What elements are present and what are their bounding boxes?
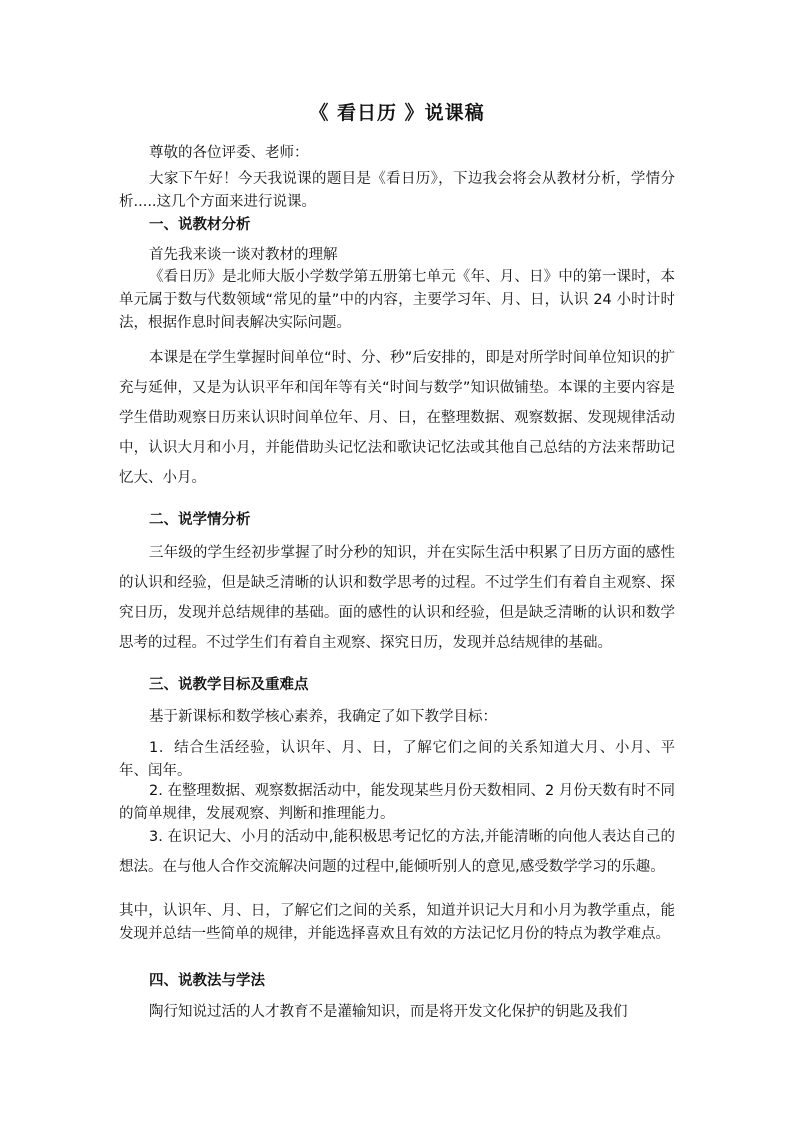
goal-2: 2. 在整理数据、观察数据活动中，能发现某些月份天数相同、2 月份天数有时不同的简单规律，发展观察、判断和推理能力。 bbox=[119, 783, 675, 822]
intro-paragraph: 大家下午好！今天我说课的题目是《看日历》，下边我会将会从教材分析，学情分析.....这几个方面来进行说课。 bbox=[119, 171, 675, 210]
document-title: 《 看日历 》说课稿 bbox=[309, 102, 485, 124]
section-heading-1: 一、说教材分析 bbox=[149, 217, 251, 233]
section-heading-3: 三、说教学目标及重难点 bbox=[149, 677, 309, 693]
section1-paragraph-3: 本课是在学生掌握时间单位“时、分、秒”后安排的，即是对所学时间单位知识的扩充与延伸，又是为认识平年和闰年等有关“时间与数学”知识做铺垫。本课的主要内容是学生借助观察日历来认识时间单位年、月、日，在整理数据、观察数据、发现规律活动中，认识大月和小月，并能借助头记忆法和歌诀记忆法或其他自己总结的方法来帮助记忆大、小月。 bbox=[119, 350, 675, 486]
goal-1: 1．结合生活经验，认识年、月、日，了解它们之间的关系知道大月、小月、平年、闰年。 bbox=[119, 740, 675, 779]
section1-paragraph-1: 首先我来谈一谈对教材的理解 bbox=[149, 247, 338, 263]
goal-3: 3. 在识记大、小月的活动中,能积极思考记忆的方法,并能清晰的向他人表达自己的想法。在与他人合作交流解决问题的过程中,能倾听别人的意见,感受数学学习的乐趣。 bbox=[119, 829, 675, 875]
section-heading-4: 四、说教法与学法 bbox=[149, 973, 265, 989]
section1-paragraph-2: 《看日历》是北师大版小学数学第五册第七单元《年、月、日》中的第一课时，本单元属于数与代数领域“常见的量”中的内容，主要学习年、月、日，认识 24 小时计时法，根据作息时间表解决实际问题。 bbox=[119, 269, 675, 331]
section3-paragraph-1: 基于新课标和数学核心素养，我确定了如下教学目标： bbox=[149, 709, 497, 725]
section-heading-2: 二、说学情分析 bbox=[149, 512, 251, 528]
greeting: 尊敬的各位评委、老师： bbox=[149, 145, 309, 161]
section2-paragraph-1: 三年级的学生经初步掌握了时分秒的知识，并在实际生活中积累了日历方面的感性的认识和经验，但是缺乏清晰的认识和数学思考的过程。不过学生们有着自主观察、探究日历，发现并总结规律的基础。面的感性的认识和经验，但是缺乏清晰的认识和数学思考的过程。不过学生们有着自主观察、探究日历，发现并总结规律的基础。 bbox=[119, 545, 675, 651]
section4-paragraph-1: 陶行知说过活的人才教育不是灌输知识，而是将开发文化保护的钥匙及我们 bbox=[149, 1004, 628, 1020]
key-difficult-points: 其中，认识年、月、日，了解它们之间的关系，知道并识记大月和小月为教学重点，能发现并总结一些简单的规律，并能选择喜欢且有效的方法记忆月份的特点为教学难点。 bbox=[119, 903, 675, 942]
